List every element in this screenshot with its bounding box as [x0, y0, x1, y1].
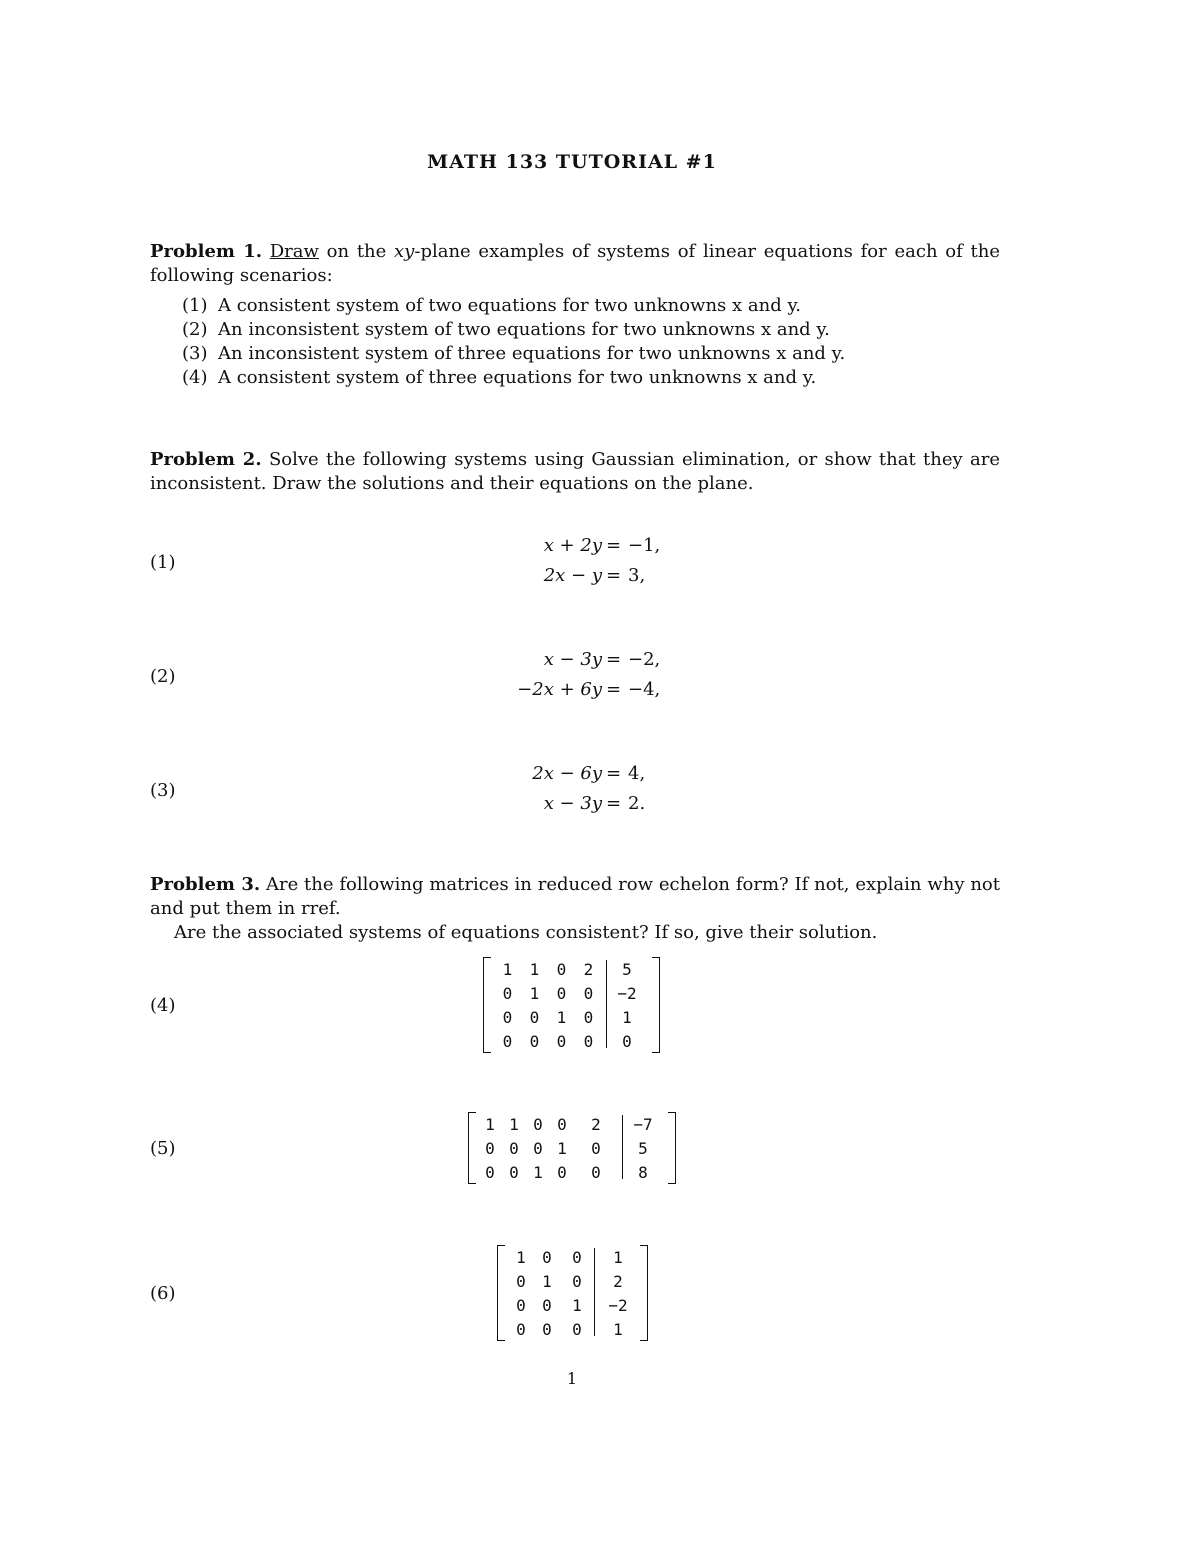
matrix-row	[508, 1318, 642, 1342]
matrix-cell: 1	[613, 1320, 623, 1339]
matrix-cell: 0	[502, 984, 513, 1003]
equation-rhs: −2,	[628, 649, 661, 670]
list-item-number: (1)	[182, 295, 208, 316]
matrix-5	[478, 1113, 668, 1185]
matrix-cell: 2	[591, 1115, 601, 1134]
left-bracket	[483, 957, 491, 1053]
matrix-cell: −2	[608, 1296, 628, 1315]
matrix-cell: 1	[556, 1008, 567, 1027]
matrix-row	[494, 1030, 652, 1054]
list-item-text: An inconsistent system of two equations for two unknowns x and y.	[218, 319, 830, 340]
equation-system-1	[490, 534, 730, 594]
matrix-row	[508, 1246, 642, 1270]
matrix-cell: 2	[583, 960, 594, 979]
matrix-cell: 0	[572, 1248, 582, 1267]
equals-sign: =	[606, 793, 622, 814]
equation-lhs: 2x − 6y	[532, 763, 602, 784]
equation-row	[490, 534, 730, 564]
equals-sign: =	[606, 679, 622, 700]
matrix-row	[478, 1113, 668, 1137]
matrix-row	[508, 1294, 642, 1318]
matrix-row	[494, 982, 652, 1006]
problem-3-followup: Are the associated systems of equations consistent? If so, give their solution.	[174, 922, 878, 943]
equation-row	[490, 564, 730, 594]
matrix-cell: 1	[516, 1248, 526, 1267]
list-item	[150, 318, 1000, 342]
matrix-row	[494, 1006, 652, 1030]
problem-2-heading: Problem 2.	[150, 449, 262, 470]
system-2-label: (2)	[150, 666, 176, 687]
matrix-cell: 2	[613, 1272, 623, 1291]
matrix-cell: 0	[572, 1320, 582, 1339]
matrix-cell: 0	[502, 1032, 513, 1051]
problem-3-heading: Problem 3.	[150, 874, 261, 895]
matrix-cell: 0	[542, 1248, 552, 1267]
matrix-cell: 1	[572, 1296, 582, 1315]
matrix-cell: 1	[542, 1272, 552, 1291]
matrix-4-label: (4)	[150, 995, 176, 1016]
page-number: 1	[566, 1369, 578, 1388]
equation-system-2	[490, 648, 730, 708]
matrix-cell: 5	[622, 960, 632, 979]
matrix-cell: 0	[542, 1296, 552, 1315]
matrix-cell: 0	[509, 1163, 519, 1182]
right-bracket	[668, 1112, 676, 1184]
matrix-cell: 0	[529, 1008, 540, 1027]
equation-rhs: 2.	[628, 793, 646, 814]
list-item-number: (2)	[182, 319, 208, 340]
problem-1-text-c: -plane examples of systems of linear equations for each of the following scenarios:	[150, 241, 1000, 286]
matrix-row	[494, 958, 652, 982]
list-item-text: A consistent system of three equations for two unknowns x and y.	[218, 367, 817, 388]
left-bracket	[468, 1112, 476, 1184]
equation-lhs: x + 2y	[543, 535, 602, 556]
matrix-cell: 0	[556, 960, 567, 979]
equation-system-3	[490, 762, 730, 822]
matrix-cell: 0	[583, 1008, 594, 1027]
matrix-cell: 1	[529, 984, 540, 1003]
matrix-cell: 0	[556, 1032, 567, 1051]
matrix-cell: 0	[583, 984, 594, 1003]
problem-2-text: Solve the following systems using Gaussian elimination, or show that they are inconsistent. Draw the solutions and their equations on the plane.	[150, 449, 1000, 494]
matrix-cell: 0	[591, 1163, 601, 1182]
matrix-cell: 1	[622, 1008, 632, 1027]
matrix-cell: 0	[502, 1008, 513, 1027]
matrix-cell: 0	[516, 1296, 526, 1315]
problem-1-statement	[150, 240, 1000, 288]
matrix-cell: 0	[485, 1163, 495, 1182]
page-title: MATH 133 TUTORIAL #1	[427, 151, 717, 173]
equation-rhs: 4,	[628, 763, 646, 784]
list-item-text: A consistent system of two equations for two unknowns x and y.	[218, 295, 801, 316]
problem-1-xy: xy	[394, 241, 415, 262]
matrix-cell: 1	[529, 960, 540, 979]
matrix-cell: 1	[613, 1248, 623, 1267]
right-bracket	[652, 957, 660, 1053]
matrix-cell: 1	[533, 1163, 543, 1182]
problem-3-text: Are the following matrices in reduced row echelon form? If not, explain why not and put them in rref.	[150, 874, 1000, 919]
equation-row	[490, 792, 730, 822]
matrix-cell: 1	[509, 1115, 519, 1134]
list-item	[150, 294, 1000, 318]
matrix-cell: 1	[502, 960, 513, 979]
equals-sign: =	[606, 649, 622, 670]
problem-1-heading: Problem 1.	[150, 241, 263, 262]
equation-lhs: −2x + 6y	[517, 679, 602, 700]
equation-row	[490, 648, 730, 678]
matrix-cell: 0	[583, 1032, 594, 1051]
matrix-cell: 0	[509, 1139, 519, 1158]
matrix-cell: 5	[638, 1139, 648, 1158]
left-bracket	[497, 1245, 505, 1341]
matrix-cell: 0	[557, 1163, 567, 1182]
problem-3-statement	[150, 873, 1000, 921]
problem-1-list	[150, 294, 1000, 390]
equation-rhs: 3,	[628, 565, 646, 586]
matrix-cell: 0	[572, 1272, 582, 1291]
matrix-cell: 0	[529, 1032, 540, 1051]
equals-sign: =	[606, 763, 622, 784]
matrix-cell: 0	[542, 1320, 552, 1339]
matrix-row	[478, 1137, 668, 1161]
list-item	[150, 342, 1000, 366]
equation-rhs: −4,	[628, 679, 661, 700]
matrix-cell: 1	[557, 1139, 567, 1158]
matrix-cell: 0	[533, 1115, 543, 1134]
matrix-cell: 0	[557, 1115, 567, 1134]
system-1-label: (1)	[150, 552, 176, 573]
matrix-6	[508, 1246, 642, 1342]
problem-1-draw-word: Draw	[269, 241, 319, 262]
equals-sign: =	[606, 565, 622, 586]
equation-lhs: x − 3y	[543, 649, 602, 670]
equation-row	[490, 678, 730, 708]
matrix-5-label: (5)	[150, 1138, 176, 1159]
equation-rhs: −1,	[628, 535, 661, 556]
matrix-row	[478, 1161, 668, 1185]
system-3-label: (3)	[150, 780, 176, 801]
problem-2-statement	[150, 448, 1000, 496]
matrix-cell: −2	[617, 984, 637, 1003]
matrix-cell: 0	[516, 1320, 526, 1339]
equals-sign: =	[606, 535, 622, 556]
equation-lhs: x − 3y	[543, 793, 602, 814]
problem-1-text-b: on the	[318, 241, 395, 262]
matrix-cell: 0	[485, 1139, 495, 1158]
list-item-number: (3)	[182, 343, 208, 364]
list-item-number: (4)	[182, 367, 208, 388]
matrix-6-label: (6)	[150, 1283, 176, 1304]
matrix-cell: 0	[516, 1272, 526, 1291]
matrix-cell: 0	[556, 984, 567, 1003]
matrix-cell: 0	[533, 1139, 543, 1158]
matrix-cell: 1	[485, 1115, 495, 1134]
list-item	[150, 366, 1000, 390]
matrix-cell: 0	[622, 1032, 632, 1051]
list-item-text: An inconsistent system of three equations for two unknowns x and y.	[218, 343, 846, 364]
matrix-row	[508, 1270, 642, 1294]
equation-row	[490, 762, 730, 792]
matrix-cell: −7	[633, 1115, 653, 1134]
matrix-cell: 0	[591, 1139, 601, 1158]
matrix-cell: 8	[638, 1163, 648, 1182]
matrix-4	[494, 958, 652, 1054]
equation-lhs: 2x − y	[543, 565, 602, 586]
